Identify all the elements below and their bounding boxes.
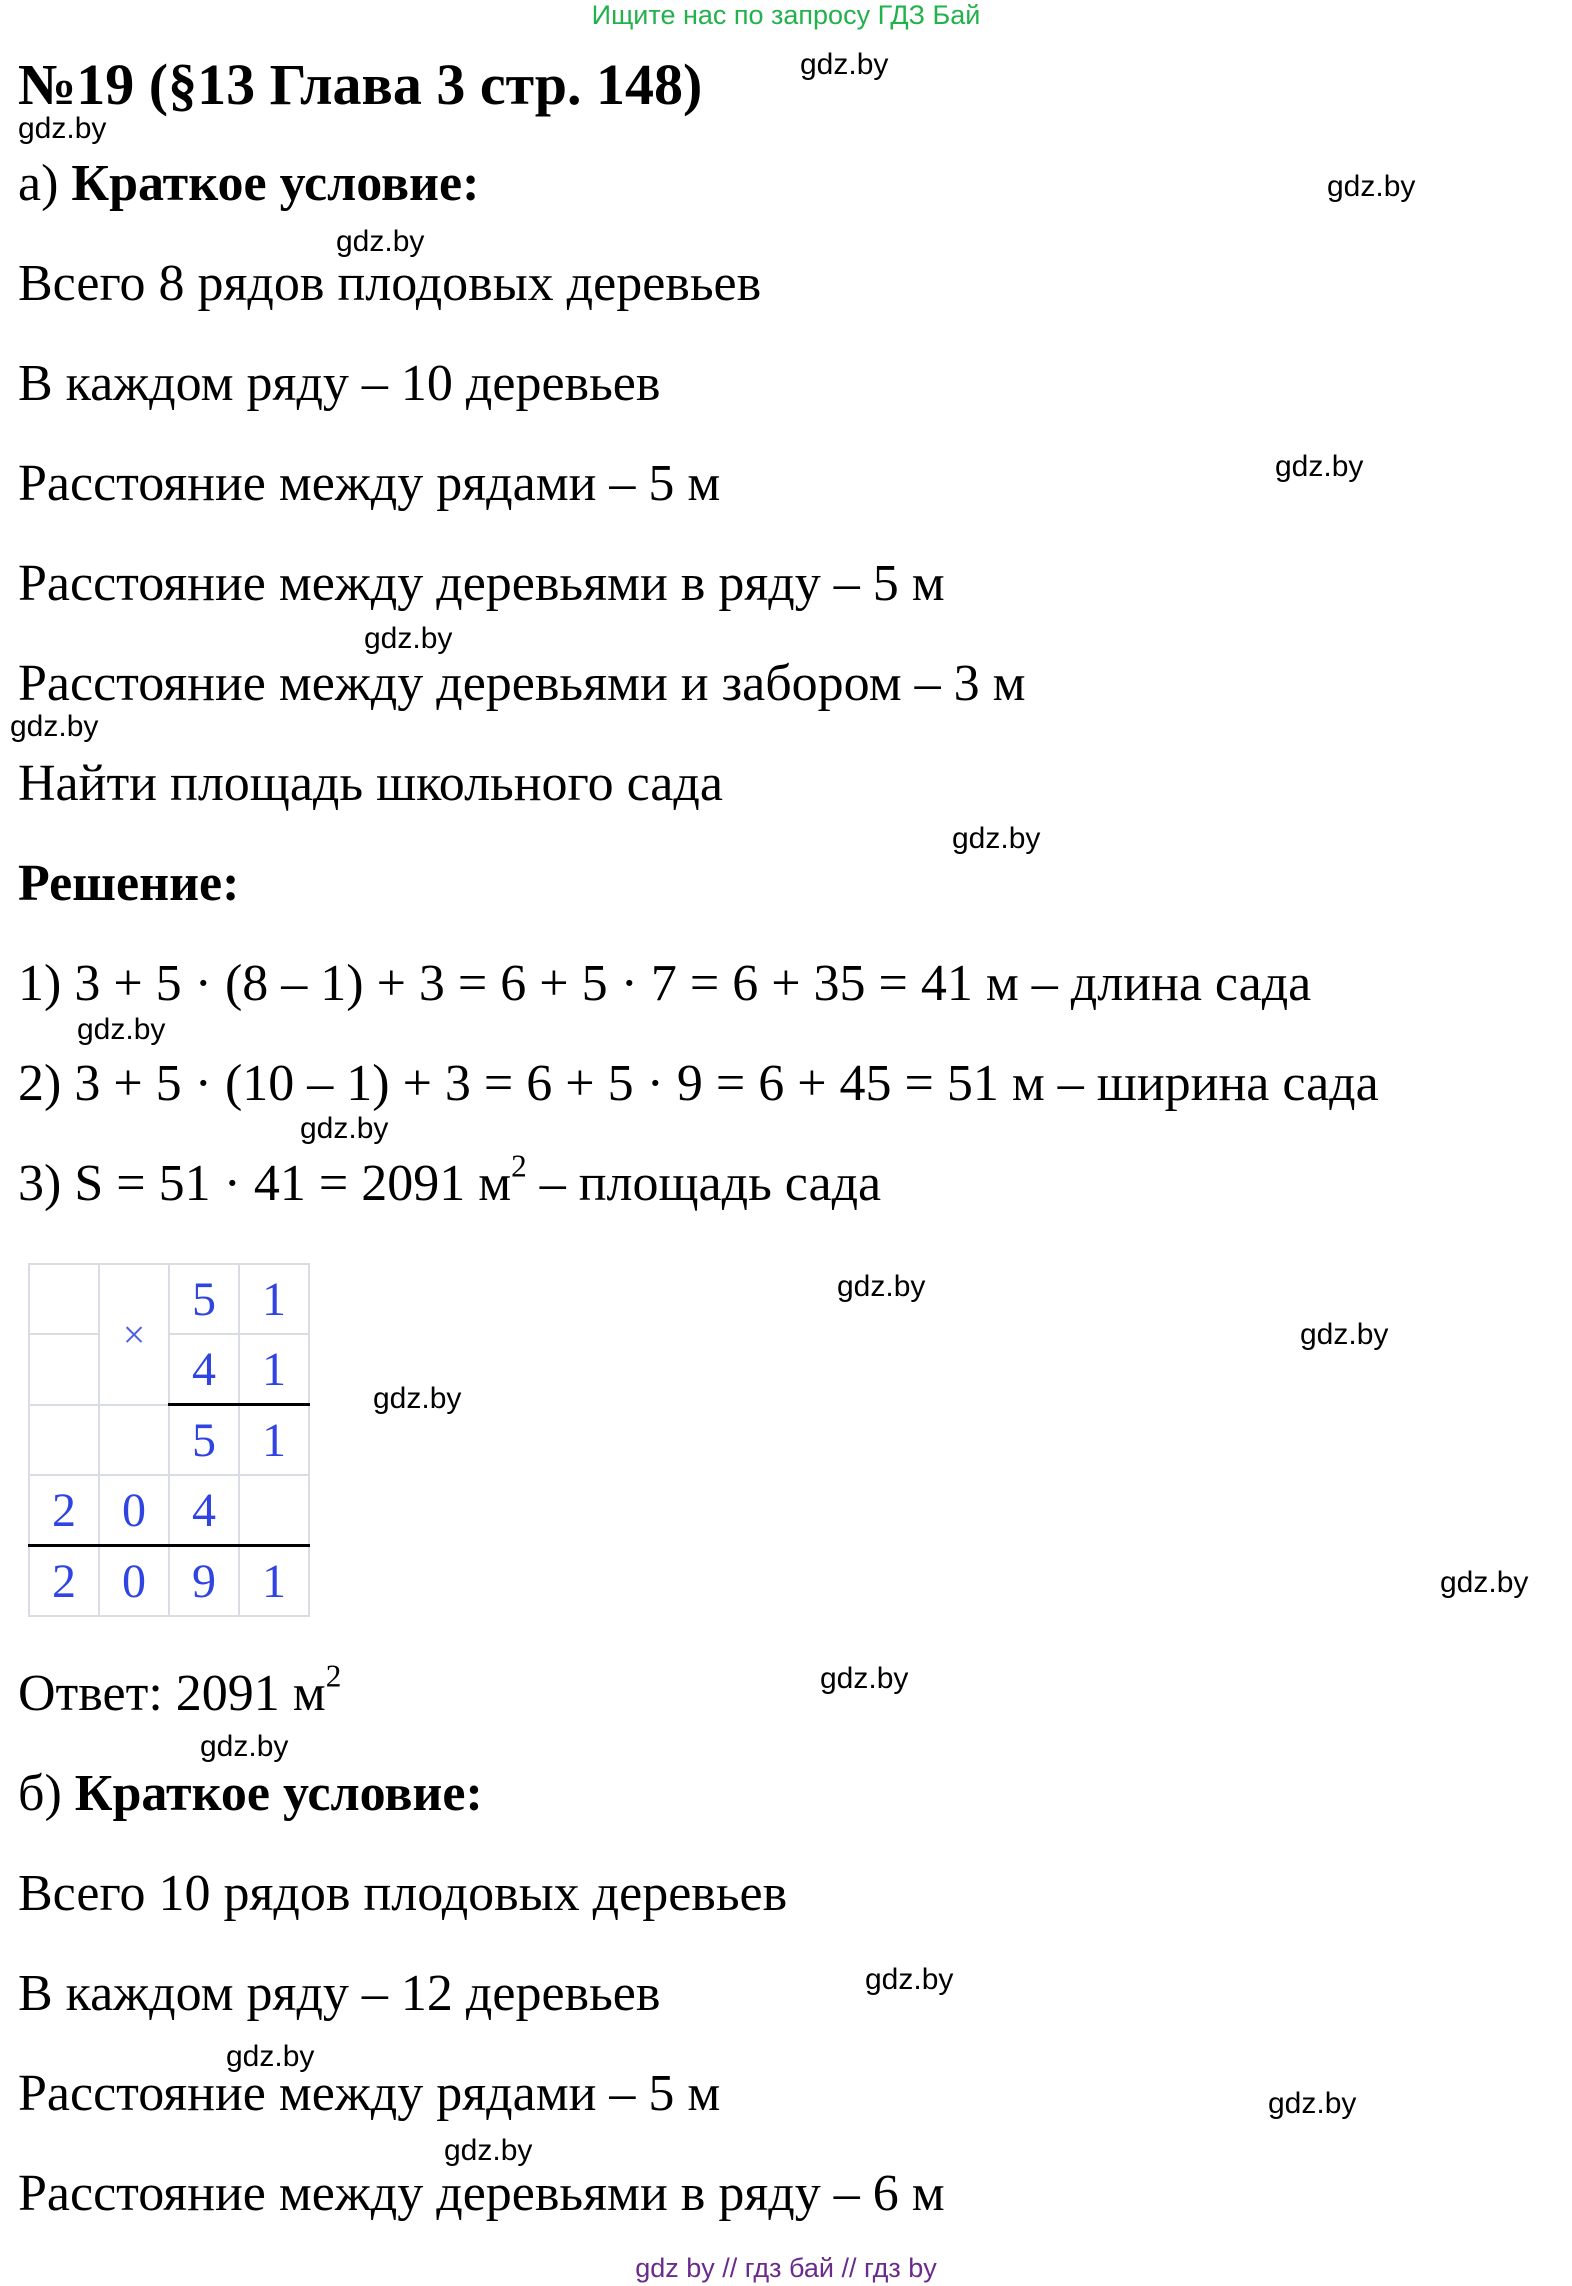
- watermark: gdz.by: [837, 1270, 926, 1303]
- watermark: gdz.by: [300, 1112, 389, 1145]
- mult-row: [29, 1405, 309, 1476]
- part-a-heading: [18, 153, 479, 215]
- condition-a-2: В каждом ряду – 10 деревьев: [18, 355, 661, 412]
- mult-cell: [99, 1405, 169, 1476]
- answer-exponent: 2: [325, 1658, 342, 1694]
- footer-links[interactable]: gdz by // гдз бай // гдз by: [635, 2253, 937, 2283]
- watermark: gdz.by: [1300, 1318, 1389, 1351]
- condition-b-3: Расстояние между рядами – 5 м: [18, 2065, 721, 2122]
- watermark: gdz.by: [820, 1662, 909, 1695]
- watermark: gdz.by: [444, 2134, 533, 2167]
- watermark: gdz.by: [1268, 2087, 1357, 2120]
- solution-step-3: [18, 1148, 882, 1215]
- part-b-prefix: б): [18, 1765, 62, 1822]
- solution-step-2: 2) 3 + 5 · (10 – 1) + 3 = 6 + 5 · 9 = 6 + 45 = 51 м – ширина сада: [18, 1055, 1379, 1112]
- top-banner[interactable]: Ищите нас по запросу ГДЗ Бай: [591, 0, 981, 30]
- watermark: gdz.by: [800, 48, 889, 81]
- step-3-main: 3) S = 51 · 41 = 2091 м: [18, 1155, 512, 1212]
- condition-a-3: Расстояние между рядами – 5 м: [18, 455, 721, 512]
- mult-cell: 1: [239, 1405, 309, 1476]
- mult-cell: [239, 1475, 309, 1546]
- solution-step-1: 1) 3 + 5 · (8 – 1) + 3 = 6 + 5 · 7 = 6 + 35 = 41 м – длина сада: [18, 955, 1312, 1012]
- watermark: gdz.by: [865, 1963, 954, 1996]
- mult-cell: [29, 1405, 99, 1476]
- watermark: gdz.by: [336, 225, 425, 258]
- mult-cell: 4: [169, 1334, 239, 1405]
- solution-heading: Решение:: [18, 855, 240, 912]
- mult-cell: 5: [169, 1264, 239, 1334]
- watermark: gdz.by: [200, 1730, 289, 1763]
- condition-b-4: Расстояние между деревьями в ряду – 6 м: [18, 2165, 945, 2222]
- mult-cell: 2: [29, 1475, 99, 1546]
- mult-cell: 9: [169, 1546, 239, 1617]
- mult-cell: 1: [239, 1334, 309, 1405]
- part-b-heading-text: Краткое условие:: [74, 1765, 483, 1822]
- answer-text: Ответ: 2091 м: [18, 1665, 326, 1722]
- condition-b-1: Всего 10 рядов плодовых деревьев: [18, 1865, 788, 1922]
- condition-a-6: Найти площадь школьного сада: [18, 755, 723, 812]
- part-b-heading: [18, 1763, 483, 1825]
- mult-row: [29, 1546, 309, 1617]
- multiplication-table: [28, 1263, 310, 1617]
- page-title: №19 (§13 Глава 3 стр. 148): [18, 52, 703, 117]
- part-a-prefix: а): [18, 155, 59, 212]
- mult-row: [29, 1334, 309, 1405]
- watermark: gdz.by: [1440, 1566, 1529, 1599]
- condition-a-1: Всего 8 рядов плодовых деревьев: [18, 255, 762, 312]
- watermark: gdz.by: [226, 2040, 315, 2073]
- watermark: gdz.by: [10, 710, 99, 743]
- watermark: gdz.by: [77, 1013, 166, 1046]
- watermark: gdz.by: [18, 112, 107, 145]
- mult-cell: [29, 1264, 99, 1334]
- watermark: gdz.by: [952, 822, 1041, 855]
- watermark: gdz.by: [364, 622, 453, 655]
- watermark: gdz.by: [1275, 450, 1364, 483]
- mult-cell: 4: [169, 1475, 239, 1546]
- mult-cell: 5: [169, 1405, 239, 1476]
- condition-b-2: В каждом ряду – 12 деревьев: [18, 1965, 661, 2022]
- step-3-tail: – площадь сада: [526, 1155, 882, 1212]
- answer-line: [18, 1658, 342, 1725]
- mult-row: [29, 1475, 309, 1546]
- mult-cell: 1: [239, 1546, 309, 1617]
- mult-row: [29, 1264, 309, 1334]
- condition-a-4: Расстояние между деревьями в ряду – 5 м: [18, 555, 945, 612]
- mult-cell: 1: [239, 1264, 309, 1334]
- multiply-sign-icon: ×: [99, 1264, 169, 1405]
- watermark: gdz.by: [373, 1382, 462, 1415]
- mult-cell: 0: [99, 1475, 169, 1546]
- mult-cell: 0: [99, 1546, 169, 1617]
- mult-cell: 2: [29, 1546, 99, 1617]
- condition-a-5: Расстояние между деревьями и забором – 3 м: [18, 655, 1026, 712]
- watermark: gdz.by: [1327, 170, 1416, 203]
- step-3-exponent: 2: [511, 1148, 527, 1184]
- mult-cell: [29, 1334, 99, 1405]
- part-a-heading-text: Краткое условие:: [71, 155, 480, 212]
